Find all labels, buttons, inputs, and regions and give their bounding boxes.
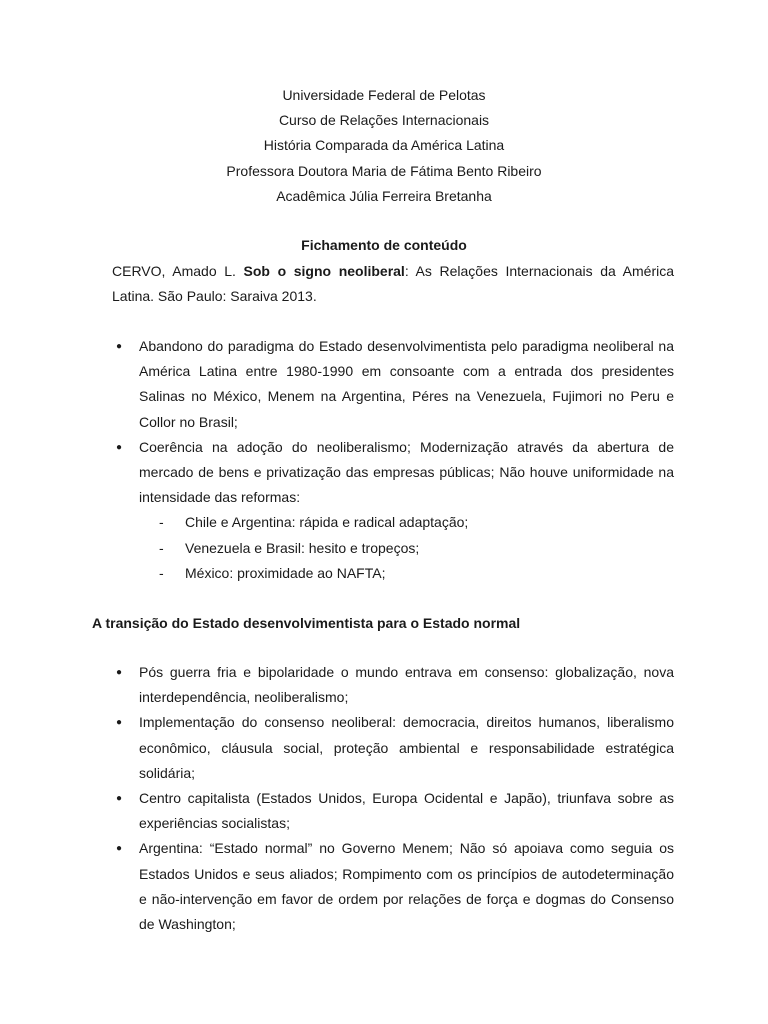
header-professor: Professora Doutora Maria de Fátima Bento Ribeiro — [226, 162, 542, 179]
list-item — [112, 435, 674, 586]
header-university: Universidade Federal de Pelotas — [282, 87, 486, 103]
header-student: Acadêmica Júlia Ferreira Bretanha — [276, 187, 492, 204]
list-item — [112, 786, 674, 836]
sub-list-item — [139, 561, 674, 586]
list-item-text: Implementação do consenso neoliberal: democracia, direitos humanos, liberalismo econômico, cláusula social, proteção ambiental e responsabilidade estratégica solidária; — [139, 714, 674, 781]
sub-list-item-text: Chile e Argentina: rápida e radical adaptação; — [185, 514, 469, 531]
sub-list — [139, 510, 674, 586]
list-item — [112, 334, 674, 435]
bullet-icon: ● — [115, 341, 123, 352]
list-item-text: Centro capitalista (Estados Unidos, Europa Ocidental e Japão), triunfava sobre as experiências socialistas; — [139, 790, 674, 832]
dash-icon: - — [159, 514, 164, 531]
bullet-icon: ● — [115, 667, 123, 678]
list-item-text: Coerência na adoção do neoliberalismo; Modernização através da abertura de mercado de bens e privatização das empresas públicas; Não houve uniformidade na intensidade das reformas: — [139, 438, 674, 506]
bullet-icon: ● — [115, 843, 123, 855]
bullet-list-2 — [112, 660, 674, 937]
reference-work-title: Sob o signo neoliberal — [243, 263, 405, 279]
dash-icon: - — [159, 539, 164, 556]
sub-list-item — [139, 510, 674, 535]
bullet-list-1 — [112, 334, 674, 586]
bullet-icon: ● — [115, 717, 123, 729]
list-item — [112, 660, 674, 710]
sub-list-item-text: México: proximidade ao NAFTA; — [185, 564, 386, 581]
list-item — [112, 836, 674, 937]
dash-icon: - — [159, 564, 164, 581]
sub-list-item — [139, 536, 674, 561]
bullet-icon: ● — [115, 793, 123, 805]
sub-list-item-text: Venezuela e Brasil: hesito e tropeços; — [185, 539, 420, 556]
reference-details: : As Relações Internacionais da América Latina. São Paulo: Saraiva 2013. — [112, 263, 675, 305]
list-item-text: Abandono do paradigma do Estado desenvolvimentista pelo paradigma neoliberal na América Latina entre 1980-1990 em consoante com a entrada dos presidentes Salinas no México, Menem na Argentina, Péres na Venezuela, Fujimori no Peru e Collor no Brasil; — [139, 338, 674, 430]
document-header — [0, 83, 768, 209]
section-heading: A transição do Estado desenvolvimentista para o Estado normal — [92, 615, 521, 631]
bibliographic-reference — [112, 259, 674, 309]
header-course: Curso de Relações Internacionais — [278, 112, 490, 129]
document-title: Fichamento de conteúdo — [301, 237, 467, 253]
header-subject: História Comparada da América Latina — [263, 137, 505, 154]
bullet-icon: ● — [115, 441, 123, 453]
reference-author: CERVO, Amado L. — [112, 263, 244, 279]
list-item-text: Pós guerra fria e bipolaridade o mundo entrava em consenso: globalização, nova interdependência, neoliberalismo; — [139, 664, 674, 706]
list-item-text: Argentina: “Estado normal” no Governo Menem; Não só apoiava como seguia os Estados Unidos e seus aliados; Rompimento com os princípios de autodeterminação e não-intervenção em favor de ordem por relações de força e dogmas do Consenso de Washington; — [139, 840, 674, 933]
list-item — [112, 710, 674, 786]
